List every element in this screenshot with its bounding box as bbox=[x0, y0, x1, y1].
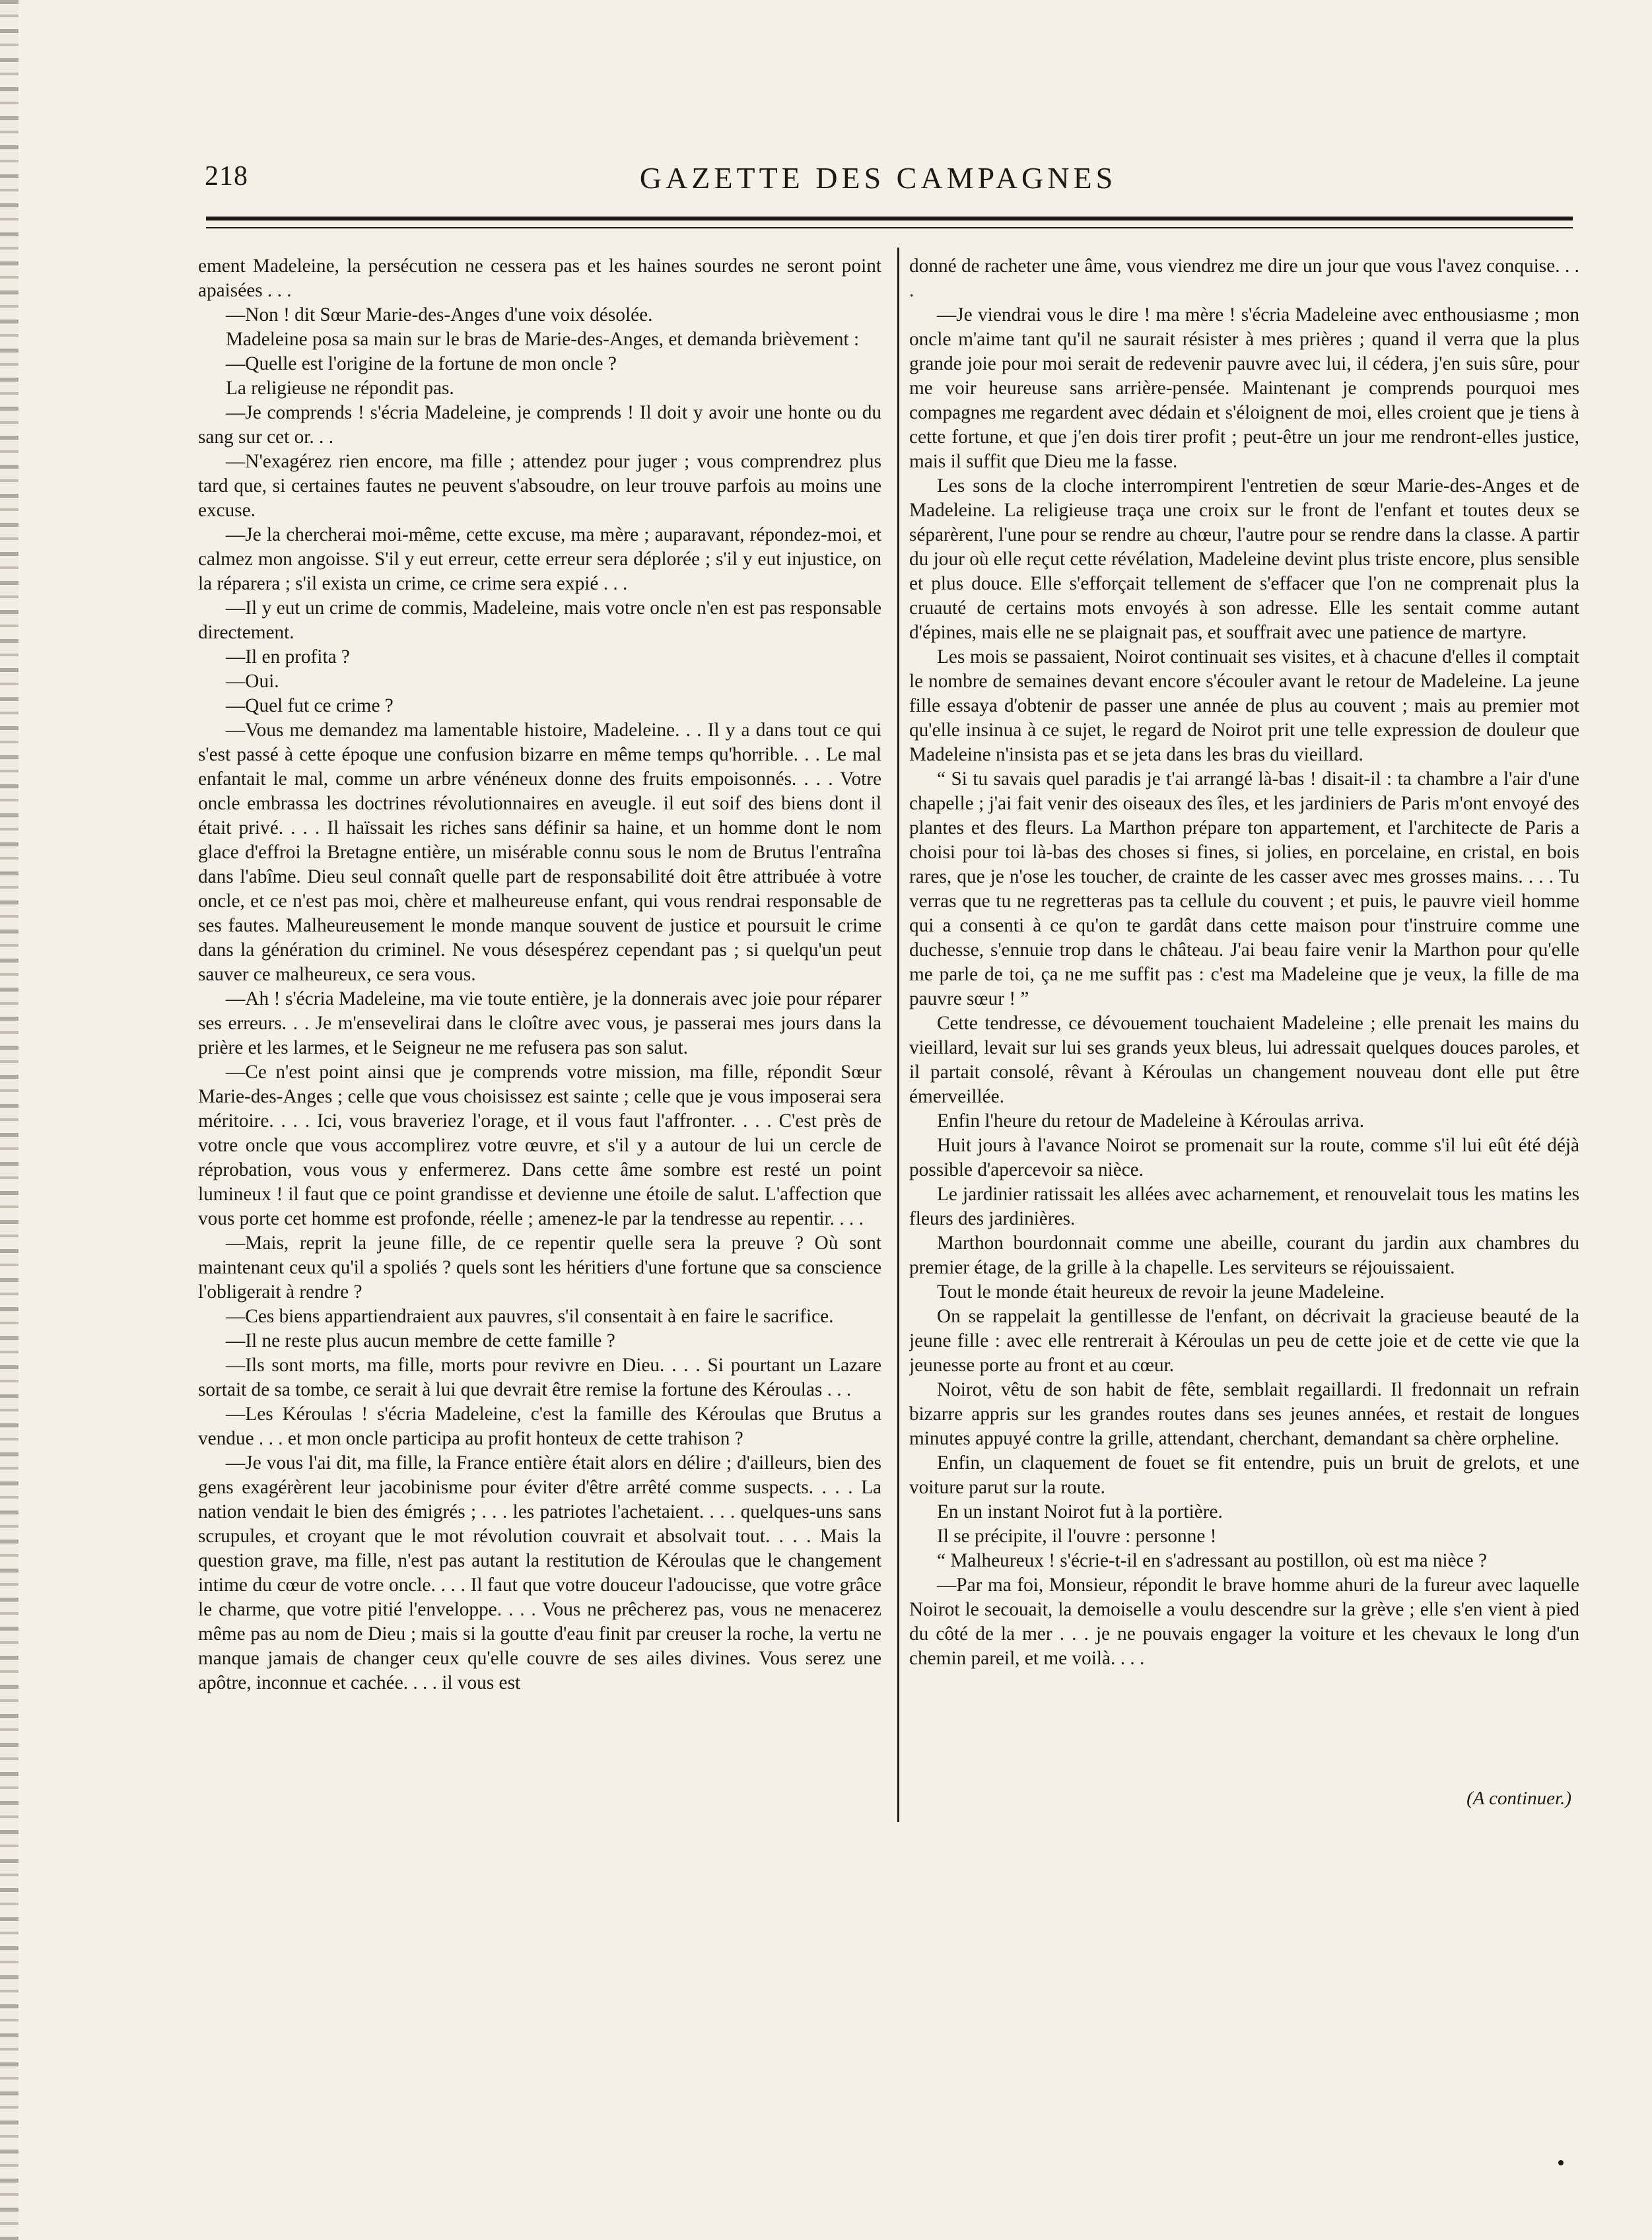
paragraph: —Quel fut ce crime ? bbox=[226, 695, 394, 716]
page-header bbox=[178, 160, 1578, 207]
paragraph: Les sons de la cloche interrompirent l'entretien de sœur Marie-des-Anges et de Madeleine. La religieuse traça une croix sur le front de l'enfant et toutes deux se séparèrent, l'une pour se rendre au chœur, l'autre pour se rendre dans la classe. A partir du jour où elle reçut cette révélation, Madeleine devint plus triste encore, plus sensible et plus douce. Elle s'efforçait tellement de s'effacer que l'on ne comprenait plus la cruauté de certains mots envoyés à son adresse. Elle les sentait comme autant d'épines, mais elle ne se plaignait pas, et souffrait avec une patience de martyre. bbox=[909, 475, 1579, 643]
left-column bbox=[198, 254, 881, 1825]
paragraph: Noirot, vêtu de son habit de fête, semblait regaillardi. Il fredonnait un refrain bizarre appris sur les grandes routes dans ses jeunes années, et restait de longues minutes appuyé contre la grille, attendant, cherchant, demandant sa chère orpheline. bbox=[909, 1379, 1579, 1449]
paragraph: Enfin, un claquement de fouet se fit entendre, puis un bruit de grelots, et une voiture parut sur la route. bbox=[909, 1452, 1579, 1498]
page-number: 218 bbox=[205, 161, 248, 191]
paragraph: Les mois se passaient, Noirot continuait ses visites, et à chacune d'elles il comptait le nombre de semaines devant encore s'écouler avant le retour de Madeleine. La jeune fille essaya d'obtenir de passer une année de plus au couvent ; mais au premier mot qu'elle insinua à ce sujet, le regard de Noirot prit une telle expression de douleur que Madeleine n'insista pas et se jeta dans les bras du vieillard. bbox=[909, 646, 1579, 765]
masthead-title: GAZETTE DES CAMPAGNES bbox=[639, 161, 1117, 195]
paragraph: —Oui. bbox=[226, 671, 279, 692]
paragraph: Le jardinier ratissait les allées avec acharnement, et renouvelait tous les matins les fleurs des jardinières. bbox=[909, 1184, 1579, 1229]
paragraph: —Je la chercherai moi-même, cette excuse, ma mère ; auparavant, répondez-moi, et calmez mon angoisse. S'il y eut erreur, cette erreur sera déplorée ; s'il y eut injustice, on la réparera ; s'il exista un crime, ce crime sera expié . . . bbox=[198, 524, 881, 594]
paragraph: Marthon bourdonnait comme une abeille, courant du jardin aux chambres du premier étage, de la grille à la chapelle. Les serviteurs se réjouissaient. bbox=[909, 1233, 1579, 1278]
to-be-continued-note: (A continuer.) bbox=[1466, 1788, 1571, 1809]
column-divider bbox=[897, 248, 899, 1822]
paragraph: —Quelle est l'origine de la fortune de mon oncle ? bbox=[226, 353, 617, 374]
paragraph: —Je viendrai vous le dire ! ma mère ! s'écria Madeleine avec enthousiasme ; mon oncle m'aime tant qu'il ne saurait résister à mes prières ; quand il verra que la plus grande joie pour moi serait de redevenir pauvre avec lui, il cédera, j'en suis sûre, pour me voir heureuse sans arrière-pensée. Maintenant je comprends pourquoi mes compagnes me regardent avec dédain et s'éloignent de moi, elles croient que je tiens à cette fortune, et que j'en dois tirer profit ; peut-être un jour me rendront-elles justice, mais il suffit que Dieu me la fasse. bbox=[909, 304, 1579, 472]
paragraph: En un instant Noirot fut à la portière. bbox=[937, 1501, 1223, 1522]
paragraph: —Par ma foi, Monsieur, répondit le brave homme ahuri de la fureur avec laquelle Noirot le secouait, la demoiselle a voulu descendre sur la grève ; elle s'en vient à pied du côté de la mer . . . je ne pouvais engager la voiture et les chevaux le long d'un chemin pareil, et me voilà. . . . bbox=[909, 1575, 1579, 1669]
paragraph: On se rappelait la gentillesse de l'enfant, on décrivait la gracieuse beauté de la jeune fille : avec elle rentrerait à Kéroulas un peu de cette joie et de cette vie que la jeunesse porte au front et au cœur. bbox=[909, 1306, 1579, 1376]
paragraph: —Vous me demandez ma lamentable histoire, Madeleine. . . Il y a dans tout ce qui s'est passé à cette époque une confusion bizarre en même temps qu'horrible. . . Le mal enfantait le mal, comme un arbre vénéneux donne des fruits empoisonnés. . . . Votre oncle embrassa les doctrines révolutionnaires en aveugle. il eut soif des biens dont il était privé. . . . Il haïssait les riches sans définir sa haine, et un homme dont le nom glace d'effroi la Bretagne entière, un misérable connu sous le nom de Brutus l'entraîna dans l'abîme. Dieu seul connaît quelle part de responsabilité doit être attribuée à votre oncle, et ce n'est pas moi, chère et malheureuse enfant, qui vous rendrai responsable de ses fautes. Malheureusement le monde manque souvent de justice et poursuit le crime dans la génération du criminel. Ne vous désespérez cependant pas ; si quelqu'un peut sauver ce malheureux, ce sera vous. bbox=[198, 720, 881, 985]
paragraph: Cette tendresse, ce dévouement touchaient Madeleine ; elle prenait les mains du vieillard, levait sur lui ses grands yeux bleus, lui adressait quelques douces paroles, et il partait consolé, rêvant à Kéroulas un changement nouveau dont elle put être émerveillée. bbox=[909, 1013, 1579, 1107]
paragraph: —Les Kéroulas ! s'écria Madeleine, c'est la famille des Kéroulas que Brutus a vendue . . . et mon oncle participa au profit honteux de cette trahison ? bbox=[198, 1404, 881, 1449]
paragraph: “ Malheureux ! s'écrie-t-il en s'adressant au postillon, où est ma nièce ? bbox=[937, 1550, 1488, 1571]
paragraph: —Ils sont morts, ma fille, morts pour revivre en Dieu. . . . Si pourtant un Lazare sortait de sa tombe, ce serait à lui que devrait être remise la fortune des Kéroulas . . . bbox=[198, 1355, 881, 1400]
paragraph: Huit jours à l'avance Noirot se promenait sur la route, comme s'il lui eût été déjà possible d'apercevoir sa nièce. bbox=[909, 1135, 1579, 1180]
paragraph: —Il en profita ? bbox=[226, 646, 350, 667]
paragraph: —Mais, reprit la jeune fille, de ce repentir quelle sera la preuve ? Où sont maintenant ceux qu'il a spoliés ? quels sont les héritiers d'une fortune que sa conscience l'obligerait à rendre ? bbox=[198, 1233, 881, 1303]
paragraph: ement Madeleine, la persécution ne cessera pas et les haines sourdes ne seront point apaisées . . . bbox=[198, 255, 881, 301]
paragraph: donné de racheter une âme, vous viendrez me dire un jour que vous l'avez conquise. . . . bbox=[909, 255, 1579, 301]
paragraph: La religieuse ne répondit pas. bbox=[226, 378, 454, 399]
paragraph: “ Si tu savais quel paradis je t'ai arrangé là-bas ! disait-il : ta chambre a l'air d'une chapelle ; j'ai fait venir des oiseaux des îles, et les jardiniers de Paris m'ont envoyé des plantes et des fleurs. La Marthon prépare ton appartement, et l'architecte de Paris a choisi pour toi là-bas des choses si fines, si jolies, en porcelaine, en cristal, en bois rares, que je n'ose les toucher, de crainte de les casser avec mes grosses mains. . . . Tu verras que tu ne regretteras pas ta cellule du couvent ; et puis, le pauvre vieil homme qui a consenti à ce qu'on te gardât dans cette maison pour t'instruire comme une duchesse, s'ennuie trop dans le château. J'ai beau faire venir la Marthon pour qu'elle me parle de toi, ça ne me suffit pas : c'est ma Madeleine que je veux, la fille de ma pauvre sœur ! ” bbox=[909, 768, 1579, 1009]
header-rule-thick bbox=[206, 217, 1573, 221]
ink-speck bbox=[1558, 2160, 1564, 2165]
paragraph: —Je comprends ! s'écria Madeleine, je comprends ! Il doit y avoir une honte ou du sang sur cet or. . . bbox=[198, 402, 881, 448]
paragraph: —N'exagérez rien encore, ma fille ; attendez pour juger ; vous comprendrez plus tard que, si certaines fautes ne peuvent s'absoudre, on leur trouve parfois au moins une excuse. bbox=[198, 451, 881, 521]
header-rule-thin bbox=[206, 227, 1573, 228]
paragraph: —Ce n'est point ainsi que je comprends votre mission, ma fille, répondit Sœur Marie-des-Anges ; celle que vous choisissez est sainte ; celle que je vous imposerai sera méritoire. . . . Ici, vous braveriez l'orage, et il vous faut l'affronter. . . . C'est près de votre oncle que vous accomplirez votre œuvre, et s'il y a autour de lui un cercle de réprobation, vous vous y enfermerez. Dans cette âme sombre est resté un point lumineux ! il faut que ce point grandisse et devienne une étoile de salut. L'affection que vous porte cet homme est profonde, réelle ; amenez-le par la tendresse au repentir. . . . bbox=[198, 1062, 881, 1229]
paragraph: —Je vous l'ai dit, ma fille, la France entière était alors en délire ; d'ailleurs, bien des gens exagérèrent leur jacobinisme pour éviter d'être arrêté comme suspects. . . . La nation vendait le bien des émigrés ; . . . les patriotes l'achetaient. . . . quelques-uns sans scrupules, et croyant que le mot révolution couvrait et absolvait tout. . . . Mais la question grave, ma fille, n'est pas autant la restitution de Kéroulas que le changement intime du cœur de votre oncle. . . . Il faut que votre douceur l'adoucisse, que votre grâce le charme, que votre pitié l'enveloppe. . . . Vous ne prêcherez pas, vous ne menacerez même pas au nom de Dieu ; mais si la goutte d'eau finit par creuser la roche, la vertu ne manque jamais de changer ceux qu'elle couvre de ses ailes divines. Vous serez une apôtre, inconnue et cachée. . . . il vous est bbox=[198, 1452, 881, 1693]
paragraph: Tout le monde était heureux de revoir la jeune Madeleine. bbox=[937, 1281, 1385, 1303]
paragraph: Enfin l'heure du retour de Madeleine à Kéroulas arriva. bbox=[937, 1110, 1365, 1132]
paragraph: Madeleine posa sa main sur le bras de Marie-des-Anges, et demanda brièvement : bbox=[226, 329, 860, 350]
paragraph: —Il ne reste plus aucun membre de cette famille ? bbox=[226, 1330, 615, 1351]
paragraph: —Ces biens appartiendraient aux pauvres, s'il consentait à en faire le sacrifice. bbox=[226, 1306, 834, 1327]
paragraph: —Non ! dit Sœur Marie-des-Anges d'une voix désolée. bbox=[226, 304, 653, 325]
paragraph: —Il y eut un crime de commis, Madeleine, mais votre oncle n'en est pas responsable directement. bbox=[198, 597, 881, 643]
paragraph: —Ah ! s'écria Madeleine, ma vie toute entière, je la donnerais avec joie pour réparer ses erreurs. . . Je m'ensevelirai dans le cloître avec vous, je passerai mes jours dans la prière et les larmes, et le Seigneur ne me refusera pas son salut. bbox=[198, 988, 881, 1058]
scanned-page-edge bbox=[0, 0, 18, 2240]
right-column bbox=[909, 254, 1579, 1825]
paragraph: Il se précipite, il l'ouvre : personne ! bbox=[937, 1526, 1217, 1547]
